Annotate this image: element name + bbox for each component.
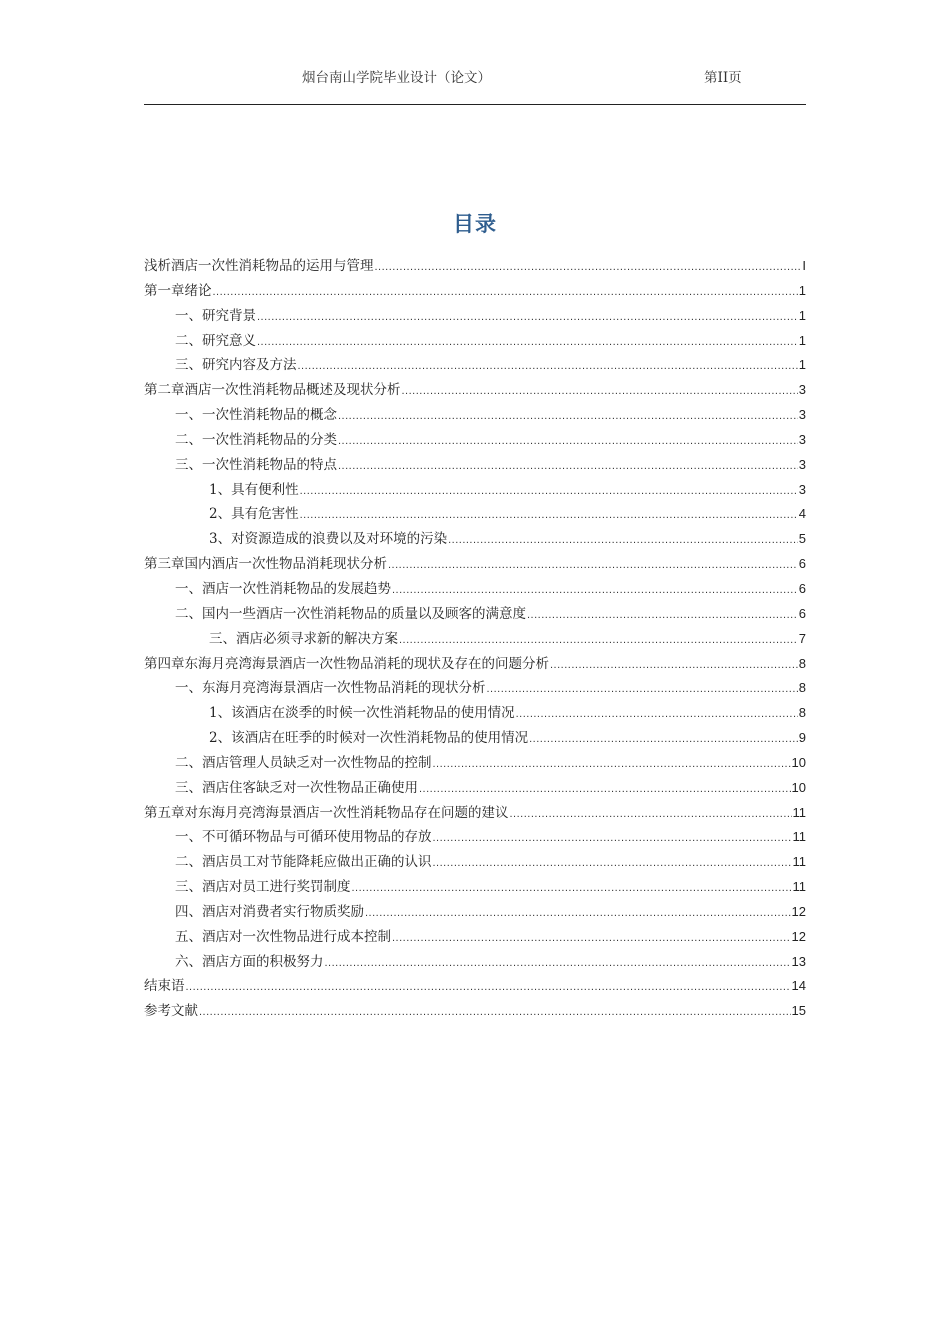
header-divider xyxy=(144,104,806,105)
toc-entry[interactable] xyxy=(144,279,806,304)
toc-entry[interactable] xyxy=(144,850,806,875)
toc-entry-title: 三、研究内容及方法 xyxy=(175,357,297,374)
toc-entry[interactable] xyxy=(144,801,806,826)
toc-entry-page-number: 10 xyxy=(791,779,806,795)
toc-entry[interactable] xyxy=(144,527,806,552)
toc-dot-leader xyxy=(527,603,798,628)
toc-entry-page-number: 11 xyxy=(792,829,806,845)
page-header xyxy=(144,66,806,88)
toc-dot-leader xyxy=(300,479,798,504)
toc-entry-page-number: 15 xyxy=(791,1003,806,1019)
toc-entry[interactable] xyxy=(144,726,806,751)
toc-dot-leader xyxy=(388,553,798,578)
toc-entry-title: 二、酒店管理人员缺乏对一次性物品的控制 xyxy=(175,754,432,771)
toc-entry-title: 1、具有便利性 xyxy=(209,481,299,498)
toc-dot-leader xyxy=(448,528,798,553)
toc-entry-page-number: 1 xyxy=(798,357,806,373)
toc-entry-page-number: 8 xyxy=(798,655,806,671)
toc-entry[interactable] xyxy=(144,428,806,453)
toc-entry-title: 浅析酒店一次性消耗物品的运用与管理 xyxy=(144,258,374,274)
toc-entry[interactable] xyxy=(144,950,806,975)
toc-entry-page-number: 5 xyxy=(798,531,806,547)
toc-entry-title: 1、该酒店在淡季的时候一次性消耗物品的使用情况 xyxy=(209,705,515,722)
toc-entry-title: 第一章绪论 xyxy=(144,282,212,299)
toc-entry-page-number: 1 xyxy=(798,282,806,298)
toc-dot-leader xyxy=(213,280,798,305)
toc-dot-leader xyxy=(550,653,798,678)
toc-entry-page-number: 3 xyxy=(798,481,806,497)
toc-entry[interactable] xyxy=(144,254,806,279)
toc-entry-page-number: 6 xyxy=(798,580,806,596)
toc-entry-title: 二、研究意义 xyxy=(175,332,256,349)
toc-entry-title: 一、研究背景 xyxy=(175,307,256,324)
toc-entry[interactable] xyxy=(144,403,806,428)
toc-entry[interactable] xyxy=(144,875,806,900)
toc-entry-page-number: 3 xyxy=(798,456,806,472)
toc-entry-title: 参考文献 xyxy=(144,1003,198,1020)
table-of-contents xyxy=(144,254,806,1024)
toc-entry-title: 一、东海月亮湾海景酒店一次性物品消耗的现状分析 xyxy=(175,680,486,697)
toc-entry-page-number: 11 xyxy=(792,804,806,820)
toc-entry-title: 二、酒店员工对节能降耗应做出正确的认识 xyxy=(175,854,432,871)
toc-entry[interactable] xyxy=(144,627,806,652)
toc-entry-title: 2、具有危害性 xyxy=(209,506,299,523)
toc-entry-page-number: 14 xyxy=(791,978,806,994)
toc-dot-leader xyxy=(298,354,798,379)
toc-entry-page-number: 3 xyxy=(798,382,806,398)
toc-entry[interactable] xyxy=(144,974,806,999)
toc-entry-page-number: 8 xyxy=(798,680,806,696)
toc-dot-leader xyxy=(300,503,798,528)
toc-dot-leader xyxy=(338,429,798,454)
toc-entry-title: 三、酒店住客缺乏对一次性物品正确使用 xyxy=(175,779,418,796)
toc-entry[interactable] xyxy=(144,353,806,378)
toc-dot-leader xyxy=(257,330,798,355)
toc-entry[interactable] xyxy=(144,925,806,950)
toc-entry-title: 一、不可循环物品与可循环使用物品的存放 xyxy=(175,829,432,846)
toc-entry-page-number: 4 xyxy=(798,506,806,522)
toc-dot-leader xyxy=(399,628,798,653)
toc-entry-title: 3、对资源造成的浪费以及对环境的污染 xyxy=(209,531,448,548)
toc-entry-title: 二、一次性消耗物品的分类 xyxy=(175,431,337,448)
toc-entry[interactable] xyxy=(144,900,806,925)
toc-entry-title: 2、该酒店在旺季的时候对一次性消耗物品的使用情况 xyxy=(209,730,529,747)
toc-entry-title: 三、一次性消耗物品的特点 xyxy=(175,456,337,473)
toc-entry[interactable] xyxy=(144,378,806,403)
header-page-number: 第II页 xyxy=(704,70,742,86)
toc-dot-leader xyxy=(402,379,798,404)
toc-dot-leader xyxy=(186,975,791,1000)
toc-entry-title: 六、酒店方面的积极努力 xyxy=(175,953,324,970)
toc-entry-title: 第三章国内酒店一次性物品消耗现状分析 xyxy=(144,556,387,573)
toc-entry-title: 一、酒店一次性消耗物品的发展趋势 xyxy=(175,580,391,597)
toc-entry-page-number: 3 xyxy=(798,407,806,423)
toc-entry[interactable] xyxy=(144,304,806,329)
toc-entry-page-number: 3 xyxy=(798,431,806,447)
toc-dot-leader xyxy=(392,926,791,951)
toc-dot-leader xyxy=(433,851,792,876)
toc-dot-leader xyxy=(325,951,791,976)
toc-entry-title: 第二章酒店一次性消耗物品概述及现状分析 xyxy=(144,382,401,399)
toc-entry[interactable] xyxy=(144,776,806,801)
toc-entry[interactable] xyxy=(144,652,806,677)
toc-dot-leader xyxy=(257,305,798,330)
toc-entry[interactable] xyxy=(144,577,806,602)
toc-entry-title: 五、酒店对一次性物品进行成本控制 xyxy=(175,928,391,945)
toc-entry[interactable] xyxy=(144,453,806,478)
toc-entry[interactable] xyxy=(144,552,806,577)
toc-dot-leader xyxy=(375,255,802,280)
toc-entry[interactable] xyxy=(144,329,806,354)
toc-dot-leader xyxy=(338,454,798,479)
toc-entry-page-number: 10 xyxy=(791,754,806,770)
toc-entry-page-number: 7 xyxy=(798,630,806,646)
toc-entry-page-number: 12 xyxy=(791,928,806,944)
toc-dot-leader xyxy=(352,876,792,901)
toc-entry-title: 三、酒店对员工进行奖罚制度 xyxy=(175,879,351,896)
toc-entry-page-number: I xyxy=(802,258,806,273)
toc-entry[interactable] xyxy=(144,602,806,627)
toc-entry-page-number: 1 xyxy=(798,332,806,348)
header-title: 烟台南山学院毕业设计（论文） xyxy=(302,70,491,86)
toc-entry-page-number: 9 xyxy=(798,730,806,746)
toc-entry-title: 第四章东海月亮湾海景酒店一次性物品消耗的现状及存在的问题分析 xyxy=(144,655,549,672)
toc-entry-page-number: 6 xyxy=(798,556,806,572)
toc-entry-title: 一、一次性消耗物品的概念 xyxy=(175,407,337,424)
toc-dot-leader xyxy=(392,578,798,603)
toc-dot-leader xyxy=(529,727,798,752)
toc-entry-page-number: 11 xyxy=(792,879,806,895)
toc-dot-leader xyxy=(338,404,798,429)
toc-entry[interactable] xyxy=(144,676,806,701)
toc-entry-page-number: 6 xyxy=(798,605,806,621)
toc-entry-page-number: 13 xyxy=(791,953,806,969)
toc-dot-leader xyxy=(433,826,792,851)
toc-entry[interactable] xyxy=(144,999,806,1024)
toc-dot-leader xyxy=(433,752,791,777)
toc-entry-title: 四、酒店对消费者实行物质奖励 xyxy=(175,903,364,920)
toc-entry[interactable] xyxy=(144,478,806,503)
toc-dot-leader xyxy=(510,802,792,827)
toc-entry-title: 二、国内一些酒店一次性消耗物品的质量以及顾客的满意度 xyxy=(175,605,526,622)
toc-entry[interactable] xyxy=(144,701,806,726)
toc-entry-page-number: 11 xyxy=(792,854,806,870)
toc-entry[interactable] xyxy=(144,825,806,850)
toc-entry-title: 结束语 xyxy=(144,978,185,995)
toc-dot-leader xyxy=(199,1000,791,1025)
toc-entry-page-number: 1 xyxy=(798,307,806,323)
toc-entry[interactable] xyxy=(144,751,806,776)
toc-entry[interactable] xyxy=(144,502,806,527)
toc-entry-title: 三、酒店必须寻求新的解决方案 xyxy=(209,630,398,647)
toc-title: 目录 xyxy=(453,212,497,236)
toc-dot-leader xyxy=(516,702,798,727)
toc-dot-leader xyxy=(365,901,791,926)
toc-entry-page-number: 8 xyxy=(798,705,806,721)
toc-entry-page-number: 12 xyxy=(791,903,806,919)
toc-dot-leader xyxy=(419,777,791,802)
toc-entry-title: 第五章对东海月亮湾海景酒店一次性消耗物品存在问题的建议 xyxy=(144,804,509,821)
toc-dot-leader xyxy=(487,677,798,702)
